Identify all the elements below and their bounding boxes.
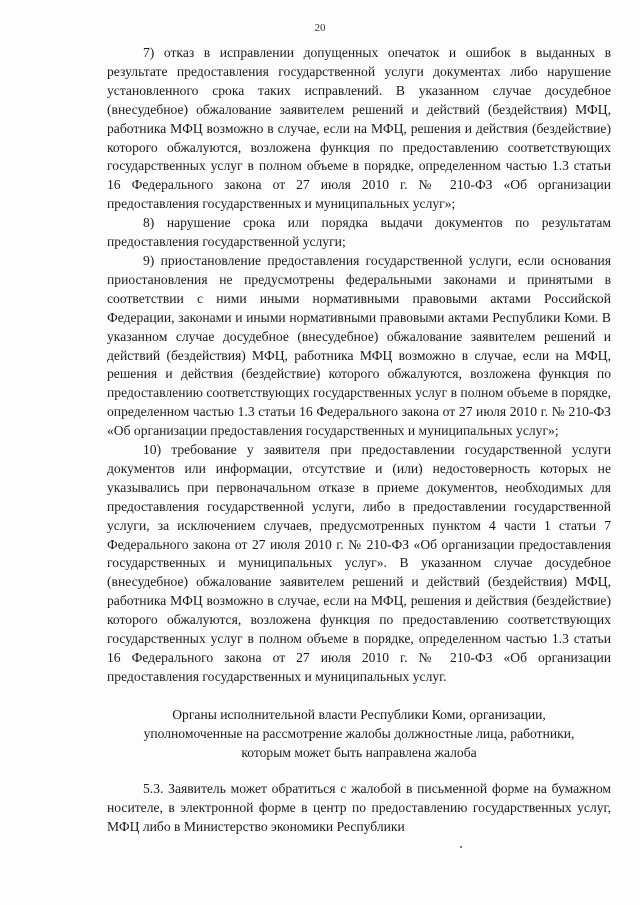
section-heading-line-3: которым может быть направлена жалоба xyxy=(241,744,477,760)
paragraph-item-9: 9) приостановление предоставления государственной услуги, если основания приостановления не предусмотрены федеральными законами и принятыми в соответствии с ними иными нормативными правовыми актами Российской Федерации, законами и иными нормативными правовыми актами Республики Коми. В указанном случае досудебное (внесудебное) обжалование заявителем решений и действий (бездействия) МФЦ, работника МФЦ возможно в случае, если на МФЦ, решения и действия (бездействие) которого обжалуются, возложена функция по предоставлению соответствующих государственных услуг в полном объеме в порядке, определенном частью 1.3 статьи 16 Федерального закона от 27 июля 2010 г. № 210-ФЗ «Об организации предоставления государственных и муниципальных услуг»; xyxy=(107,252,611,439)
section-heading-line-1: Органы исполнительной власти Республики Коми, организации, xyxy=(172,706,546,722)
paragraph-5-3: 5.3. Заявитель может обратиться с жалобой в письменной форме на бумажном носителе, в электронной форме в центр по предоставлению государственных услуг, МФЦ либо в Министерство экономики Республики xyxy=(107,780,611,834)
paragraph-item-10: 10) требование у заявителя при предоставлении государственной услуги документов или информации, отсутствие и (или) недостоверность которых не указывались при первоначальном отказе в приеме документов, необходимых для предоставления государственной услуги, либо в предоставлении государственной услуги, за исключением случаев, предусмотренных пунктом 4 части 1 статьи 7 Федерального закона от 27 июля 2010 г. № 210-ФЗ «Об организации предоставления государственных и муниципальных услуг». В указанном случае досудебное (внесудебное) обжалование заявителем решений и действий (бездействия) МФЦ, работника МФЦ возможно в случае, если на МФЦ, решения и действия (бездействие) которого обжалуются, возложена функция по предоставлению соответствующих государственных услуг в полном объеме в порядке, определенном частью 1.3 статьи 16 Федерального закона от 27 июля 2010 г. № 210-ФЗ «Об организации предоставления государственных и муниципальных услуг. xyxy=(107,442,611,684)
scan-speck xyxy=(460,846,462,848)
section-heading xyxy=(107,705,611,762)
document-body xyxy=(107,44,611,837)
page-number: 20 xyxy=(314,22,326,34)
paragraph-item-8: 8) нарушение срока или порядка выдачи документов по результатам предоставления государственной услуги; xyxy=(107,215,611,250)
paragraph-item-7: 7) отказ в исправлении допущенных опечаток и ошибок в выданных в результате предоставления государственной услуги документах либо нарушение установленного срока таких исправлений. В указанном случае досудебное (внесудебное) обжалование заявителем решений и действий (бездействия) МФЦ, работника МФЦ возможно в случае, если на МФЦ, решения и действия (бездействие) которого обжалуются, возложена функция по предоставлению соответствующих государственных услуг в полном объеме в порядке, определенном частью 1.3 статьи 16 Федерального закона от 27 июля 2010 г. № 210-ФЗ «Об организации предоставления государственных и муниципальных услуг»; xyxy=(107,45,611,212)
section-heading-line-2: уполномоченные на рассмотрение жалобы должностные лица, работники, xyxy=(143,725,575,741)
